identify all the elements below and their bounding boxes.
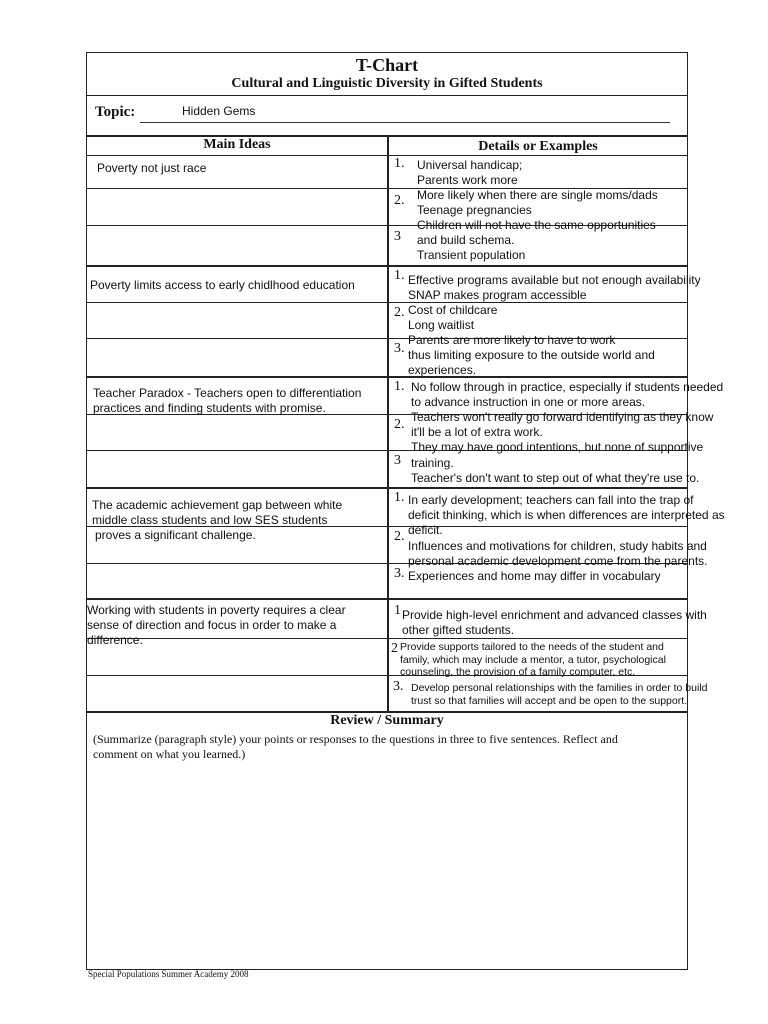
detail-text: Provide high-level enrichment and advanced classes with other gifted students. [402, 608, 707, 637]
section-divider [86, 265, 688, 267]
column-header-details: Details or Examples [478, 139, 598, 154]
detail-text: More likely when there are single moms/dads Teenage pregnancies [417, 188, 658, 217]
detail-number: 3. [394, 341, 405, 356]
detail-number: 1. [394, 156, 405, 171]
detail-text: In early development; teachers can fall into the trap of deficit thinking, which is when differences are interpreted as deficit. [408, 493, 725, 537]
page-subtitle: Cultural and Linguistic Diversity in Gifted Students [231, 76, 543, 91]
detail-number: 2. [394, 529, 405, 544]
main-idea-3: Teacher Paradox - Teachers open to differentiation practices and finding students with promise. [93, 386, 362, 415]
detail-number: 2 [391, 641, 398, 656]
detail-text: Teachers won't really go forward identifying as they know it'll be a lot of extra work. They may have good intentions, but none of supportive [411, 410, 714, 454]
detail-number: 3. [394, 566, 405, 581]
topic-underline [140, 122, 670, 123]
detail-text: training. Teacher's don't want to step out of what they're use to. [411, 456, 700, 485]
detail-number: 1. [394, 268, 405, 283]
main-idea-2: Poverty limits access to early chidlhood education [90, 278, 355, 292]
topic-value: Hidden Gems [182, 104, 256, 118]
column-header-main-ideas: Main Ideas [203, 137, 271, 152]
detail-number: 3. [393, 679, 404, 694]
detail-text: Cost of childcare Long waitlist [408, 303, 498, 332]
summary-writing-area[interactable] [88, 765, 686, 967]
detail-text: Provide supports tailored to the needs of the student and family, which may include a mentor, a tutor, psychological counseling, the provision of a family computer, etc. [400, 641, 666, 678]
header-divider [86, 95, 688, 96]
detail-number: 3 [394, 229, 401, 244]
detail-number: 1. [394, 490, 405, 505]
main-idea-1: Poverty not just race [97, 161, 207, 175]
topic-label: Topic: [95, 104, 136, 120]
detail-number: 1. [394, 379, 405, 394]
main-idea-5: Working with students in poverty requires a clear sense of direction and focus in order to make a difference. [87, 603, 346, 647]
detail-text: Develop personal relationships with the families in order to build trust so that families will accept and be open to the support. [411, 682, 708, 707]
footer-text: Special Populations Summer Academy 2008 [88, 969, 249, 979]
detail-number: 3 [394, 453, 401, 468]
detail-number: 1 [394, 603, 401, 618]
detail-text: Children will not have the same opportunities and build schema. Transient population [417, 218, 656, 262]
section-divider [86, 598, 688, 600]
detail-text: Influences and motivations for children, study habits and personal academic development come from the parents. [408, 539, 708, 568]
detail-text: Effective programs available but not enough availability SNAP makes program accessible [408, 273, 701, 302]
detail-number: 2. [394, 305, 405, 320]
page-title: T-Chart [355, 55, 419, 75]
section-divider [86, 487, 688, 489]
review-heading: Review / Summary [330, 713, 444, 728]
detail-text: Universal handicap; Parents work more [417, 158, 523, 187]
detail-text: Experiences and home may differ in vocabulary [408, 569, 661, 583]
main-idea-4: The academic achievement gap between white middle class students and low SES students proves a significant challenge. [92, 498, 343, 542]
review-instructions: (Summarize (paragraph style) your points or responses to the questions in three to five sentences. Reflect and comment on what you learned.) [93, 732, 618, 761]
detail-text: No follow through in practice, especially if students needed to advance instruction in one or more areas. [411, 380, 724, 409]
detail-text: Parents are more likely to have to work thus limiting exposure to the outside world and experiences. [408, 333, 655, 377]
detail-number: 2. [394, 417, 405, 432]
detail-number: 2. [394, 193, 405, 208]
column-divider [387, 135, 389, 712]
